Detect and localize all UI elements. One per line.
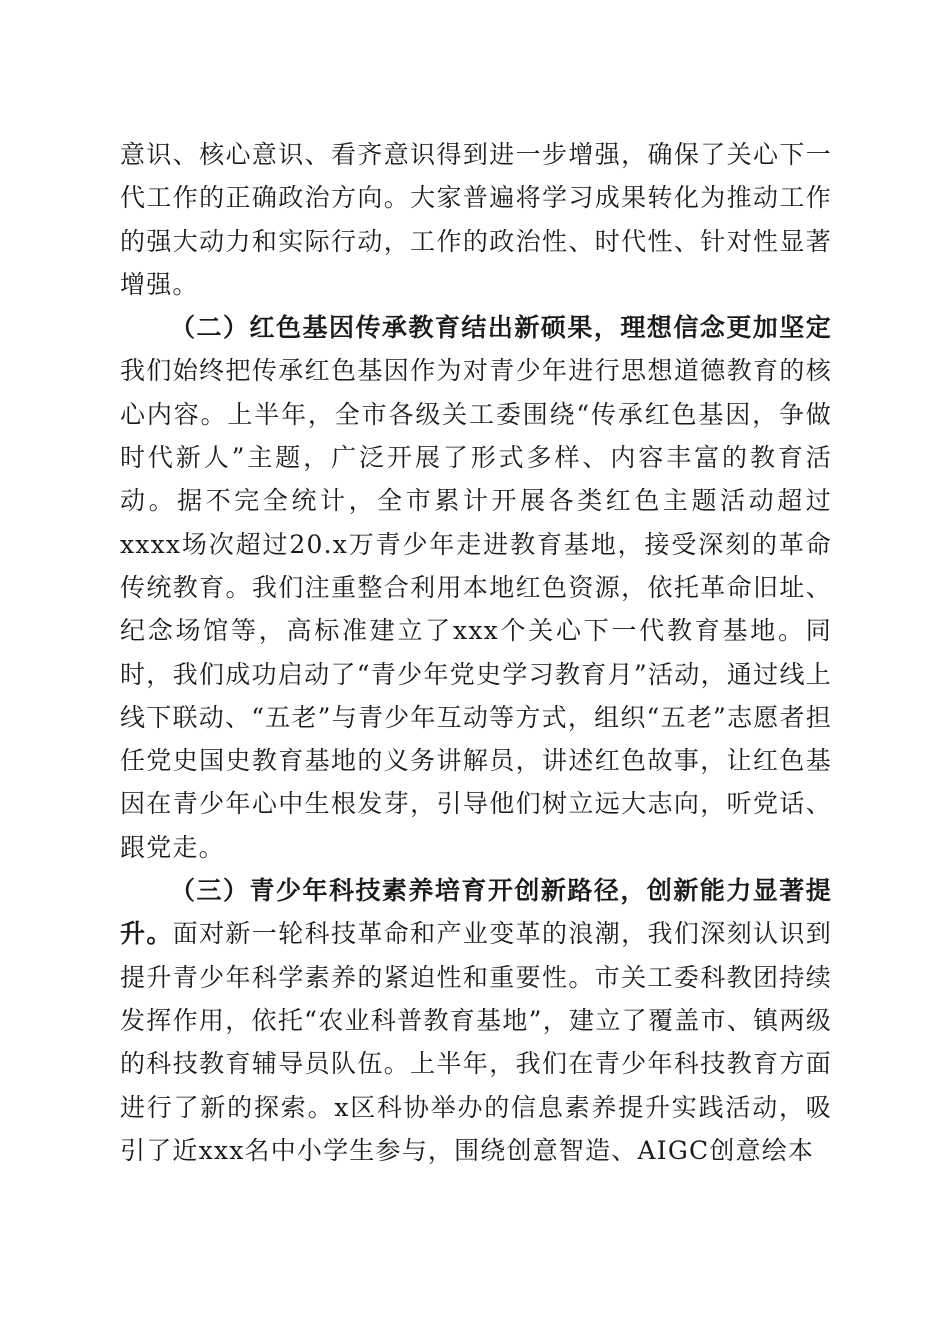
paragraph-intro: 意识、核心意识、看齐意识得到进一步增强，确保了关心下一代工作的正确政治方向。大家普遍将学习成果转化为推动工作的强大动力和实际行动，工作的政治性、时代性、针对性显著增强。 bbox=[120, 140, 832, 299]
paragraph-tech-literacy-body: 面对新一轮科技革命和产业变革的浪潮，我们深刻认识到提升青少年科学素养的紧迫性和重要性。市关工委科教团持续发挥作用，依托“农业科普教育基地”，建立了覆盖市、镇两级的科技教育辅导员队伍。上半年，我们在青少年科技教育方面进行了新的探索。x区科协举办的信息素养提升实践活动，吸引了近xxx名中小学生参与，围绕创意智造、AIGC创意绘本 bbox=[120, 919, 832, 1165]
paragraph-red-gene bbox=[120, 306, 832, 869]
section-heading-3: （三）青少年科技素养培育开创新路径，创新能力显著提升。 bbox=[120, 876, 832, 949]
paragraph-tech-literacy bbox=[120, 869, 832, 1172]
document-page bbox=[120, 133, 832, 1172]
section-heading-2: （二）红色基因传承教育结出新硕果，理想信念更加坚定 bbox=[170, 313, 832, 343]
paragraph-red-gene-body: 我们始终把传承红色基因作为对青少年进行思想道德教育的核心内容。上半年，全市各级关工委围绕“传承红色基因，争做时代新人”主题，广泛开展了形式多样、内容丰富的教育活动。据不完全统计，全市累计开展各类红色主题活动超过xxxx场次超过20.x万青少年走进教育基地，接受深刻的革命传统教育。我们注重整合利用本地红色资源，依托革命旧址、纪念场馆等，高标准建立了xxx个关心下一代教育基地。同时，我们成功启动了“青少年党史学习教育月”活动，通过线上线下联动、“五老”与青少年互动等方式，组织“五老”志愿者担任党史国史教育基地的义务讲解员，讲述红色故事，让红色基因在青少年心中生根发芽，引导他们树立远大志向，听党话、跟党走。 bbox=[120, 356, 832, 862]
